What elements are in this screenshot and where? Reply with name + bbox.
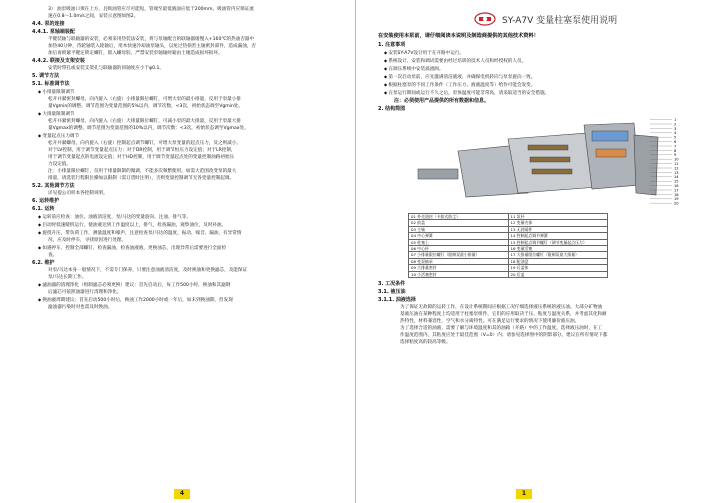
left-page-number: 4 — [174, 489, 190, 499]
section-heading: 5. 调节方法 — [32, 73, 60, 79]
callout-number: 3 — [674, 126, 677, 131]
body-line: ◆ 滤油器的清理净化（组制滤芯必须更换）建议：首先启动后，每工作500小时，换油和其滤钢 — [32, 281, 328, 289]
table-cell: 01 外壳油封（卡扣式防尘） — [409, 214, 509, 220]
callout-number: 5 — [674, 135, 677, 140]
body-line: ◆ 小排量限制调节 — [32, 88, 328, 96]
body-line: 作温度范围内，其粘度应处于最佳范围（V=0）内；请参见选择图中的阴影部分。建议在所有情况下都 — [400, 333, 608, 339]
callout-number: 9 — [674, 153, 677, 158]
table-cell: 05 柱塞上 — [409, 239, 509, 245]
body-line: 滤油器污染时对也需及时换油。 — [48, 305, 113, 310]
table-cell: 08 变泵轴承 — [409, 258, 509, 264]
body-line: 对于LV控制，用于调节变量起点压力；对于DR控制，用于调节恒压力设定值；对于LR控制， — [48, 148, 236, 153]
pump-structure-diagram — [388, 115, 688, 211]
body-line: 热特性，材料兼容性，空气和水分离特性。可在满足运行要求的情况下使用廉价液压油。 — [400, 319, 580, 325]
doc-header — [378, 8, 696, 30]
table-cell: 04 中心弹簧 — [409, 233, 509, 239]
body-line: 选择粘度高的较高等级。 — [400, 340, 451, 346]
callout-number: 10 — [674, 157, 679, 162]
notice-item: ◆ 系统设计、安装和调试需要由经过培训的技术人员和经授权的人员。 — [378, 57, 696, 65]
callout-number: 8 — [674, 148, 677, 153]
body-line: 半键装轴与联轴器的安装，必须采用热装法安装，将与泵轴配合的联轴器缓慢入+160℃的热油否器中 — [48, 37, 255, 42]
notice-item: ◆ 第一次启动泵前，应先灌满清洁液液，并确保电机转向与泵泵旋向一致。 — [378, 73, 696, 81]
notice-item: ◆ 在调压系统中安装溢流阀。 — [378, 65, 696, 73]
table-cell: 09 大排量密封 — [409, 265, 509, 271]
body-line: ◆ 如遇停车，控制全部螺钉，检查漏油，检查油液液，更换油芯，出现异常后需要进行全面检 — [32, 244, 328, 252]
table-cell: 07 小排量限位螺钉（限制泵最小排量） — [409, 252, 509, 258]
body-line: 注：小排量限位螺钉，仅用于排量限制的微调，不能多次频繁使用。如需大范围改变泵的最大 — [48, 169, 237, 174]
callout-number: 1 — [674, 118, 677, 122]
table-cell: 13 无封隔件 — [508, 226, 608, 232]
table-cell: 17 大排量限位螺钉（限制泵最大排量） — [508, 252, 608, 258]
callout-number: 7 — [674, 144, 677, 149]
table-cell: 20 后盖 — [508, 271, 608, 277]
section-heading: 2. 结构简图 — [378, 106, 406, 112]
section-heading: 6. 运转维护 — [32, 198, 60, 204]
body-line: 泵/马达长期工作。 — [48, 275, 87, 280]
body-line: ◆ 大排量限制调节 — [32, 110, 328, 118]
section-heading: 3. 工况条件 — [378, 281, 406, 288]
right-lower-text — [378, 280, 696, 346]
section-heading: 1. 注意事项 — [378, 42, 406, 48]
callout-number: 14 — [674, 175, 679, 180]
notice-item: ◆ 根据柱塞泵的不同工作条件（工作压力、液液温度等）给作可能会发变。 — [378, 81, 696, 89]
callout-number: 12 — [674, 166, 679, 171]
table-row — [409, 271, 608, 277]
left-page — [0, 0, 355, 503]
body-line: 松开并紧螺母，向内旋入（右旋）控制起点调节螺钉，可增大泵变量的起点压力，反之则减小。 — [48, 141, 241, 146]
callout-number: 16 — [674, 184, 679, 188]
section-heading: 4.4. 泵的连接 — [32, 21, 65, 27]
section-heading: 3.1.1. 油液选择 — [378, 297, 416, 304]
callout-number: 6 — [674, 140, 677, 144]
callout-number: 15 — [674, 179, 679, 184]
body-line: 排量，请选装行程限位操加以限制（需订货时注明），否则变量控制调节无各变量控制起调。 — [48, 176, 235, 181]
table-cell: 19 后盖体 — [508, 265, 608, 271]
table-cell: 12 变量壳体 — [508, 220, 608, 226]
section-heading: 4.4.1. 泵轴端装配 — [32, 29, 75, 35]
body-line: 用于调节变量起点的电流设定值；对于HD控制，用于调节变量起点处的变量控制油路初始压 — [48, 155, 235, 160]
section-heading: 6.1. 运转 — [32, 206, 55, 212]
section-heading: 3.1. 液压油 — [378, 289, 406, 296]
right-page-number: 1 — [516, 489, 532, 499]
body-line: 后滤芯可依照油器进行清理和净化。 — [48, 290, 122, 295]
table-cell: 16 变量活塞 — [508, 246, 608, 252]
table-cell: 06 中心杆 — [409, 246, 509, 252]
body-line: 况，应及时停车，寻找原因进行处理。 — [48, 238, 127, 243]
body-line: 松开并紧密封螺母，向内旋入（右旋）小排量限位螺钉，可增大泵的最小排量，反用于泵最小排 — [48, 97, 241, 102]
body-line: 基液压油在某种程度上均适用于柱塞泵组件，它们的应用取决于压、粘度与温度关系，并考虑其化和耐 — [400, 312, 607, 318]
left-page-text — [32, 6, 328, 311]
body-line: 为了选择合适的油液，需要了解与环境温度和其的油箱（开路）中的工作温度。选择液压油时，在工 — [400, 326, 603, 332]
company-logo-icon — [474, 12, 496, 26]
body-line: ◆ 运转前应检查：油位、油液清洁度，泵/马达的变量旋向、注油、排气等。 — [32, 213, 328, 221]
table-cell: 10 小活塞密封 — [409, 271, 509, 277]
callout-number: 11 — [674, 162, 679, 166]
callout-number: 4 — [674, 131, 677, 136]
table-cell: 18 配油盘 — [508, 258, 608, 264]
body-line: 松开并紧密封螺母，向内旋入（右旋）大排量限位螺钉，可减小泵的最大排量，反用于泵最大排 — [48, 119, 241, 124]
body-line: 查。 — [48, 253, 58, 258]
callout-number: 18 — [674, 192, 679, 197]
right-page — [356, 0, 711, 503]
right-sections — [378, 41, 696, 113]
table-cell: 03 主轴 — [409, 226, 509, 232]
body-line: 力设定值。 — [48, 162, 71, 167]
table-cell: 02 前盖 — [409, 220, 509, 226]
body-line: 量Vgmax的调整。调节范围为变量范围的10%以内，调节次数：<3次，初始状态调至Vgmax处。 — [48, 126, 249, 131]
table-cell: 11 泵杆 — [508, 214, 608, 220]
table-cell: 15 控制起点调节螺钉（调节变量起点压力） — [508, 239, 608, 245]
body-line: 速在0.8～1.0m/s之间，安装示意图如图2。 — [48, 14, 139, 19]
body-line: ◆ 旋绕升压，带负荷工作，测量温度和噪声，注意检查泵/马达的温度、振动、噪音、漏油，有异常情 — [32, 229, 328, 237]
body-line: 3） 油泵吸油口须在上方，且吸油管应尽可能短，管端至最低液面应低于200mm。吸油管内应保证流 — [48, 7, 254, 12]
section-heading: 4.4.2. 联接及支架安装 — [32, 58, 85, 64]
notice-item: ◆ 安装SY-A7V设计用于在开路中运行。 — [378, 49, 696, 57]
notice-item: 注：必须使用产品提供的所有数据和信息。 — [394, 98, 490, 104]
callout-number: 2 — [674, 122, 677, 127]
doc-title: SY-A7V 变量柱塞泵使用说明 — [502, 15, 618, 26]
callout-number: 17 — [674, 188, 679, 193]
section-heading: 6.2. 维护 — [32, 260, 55, 266]
body-line: ◆ 启动时低速暖机运行，使油液达到工作温度以上，排气，检查漏油，观察油位，及时补油。 — [32, 221, 328, 229]
callout-number: 13 — [674, 170, 679, 175]
body-line: 加热40分钟，待轮轴装入轮轴后，用木快速冷却油泵轴头，以免过热损害主轴密封部件，造成漏油，否 — [48, 44, 256, 49]
body-line: ◆ 换油液周期建议：首先启动500小时后，换油工作2000小时或一年后，如未到换油期，但发现 — [32, 296, 328, 304]
section-heading: 5.2. 其他调节方法 — [32, 183, 75, 189]
callout-number: 19 — [674, 197, 679, 202]
callout-number: 20 — [674, 201, 679, 206]
body-line: 加后再锁紧平键定锁定螺钉，嵌入螺母胶，严禁安装泵轴轴时箱由土锤造成损坏损坏。 — [48, 51, 223, 56]
body-line: 量Vgmin的调整。调节范围为变量范围的5%以内，调节次数，<3次，初始状态调至Vgmin处。 — [48, 104, 244, 109]
body-line: 对泵/马达本身一般情况下，不需专门保养，只要注意油液清洁度，及时换油和更换滤芯，及能保证 — [48, 268, 248, 273]
body-line: ◆ 变量起点压力调节 — [32, 132, 328, 140]
section-heading: 5.1. 标准调节法 — [32, 81, 70, 87]
table-cell: 14 控制起点调节弹簧 — [508, 233, 608, 239]
body-line: 为了保证无故障的运转工作，在设计系统期间应根据工况仔细选择液压系统的液压油。大部分矿物油 — [400, 305, 603, 311]
notice-item: ◆ 在泵运行期间或运行不久之后，泵体温度可能非常高，请采取适当的安全措施。 — [378, 89, 696, 97]
body-line: 安装时带孔或安装支架孔与联轴器的同轴度应小于φ0.1。 — [48, 66, 164, 71]
safety-warning: 在安装使用本泵前，请仔细阅读本说明及制造商提供的其他技术资料！ — [378, 33, 539, 39]
body-line: 详见提公司样本各控制说明。 — [48, 191, 108, 196]
parts-table — [408, 213, 608, 278]
